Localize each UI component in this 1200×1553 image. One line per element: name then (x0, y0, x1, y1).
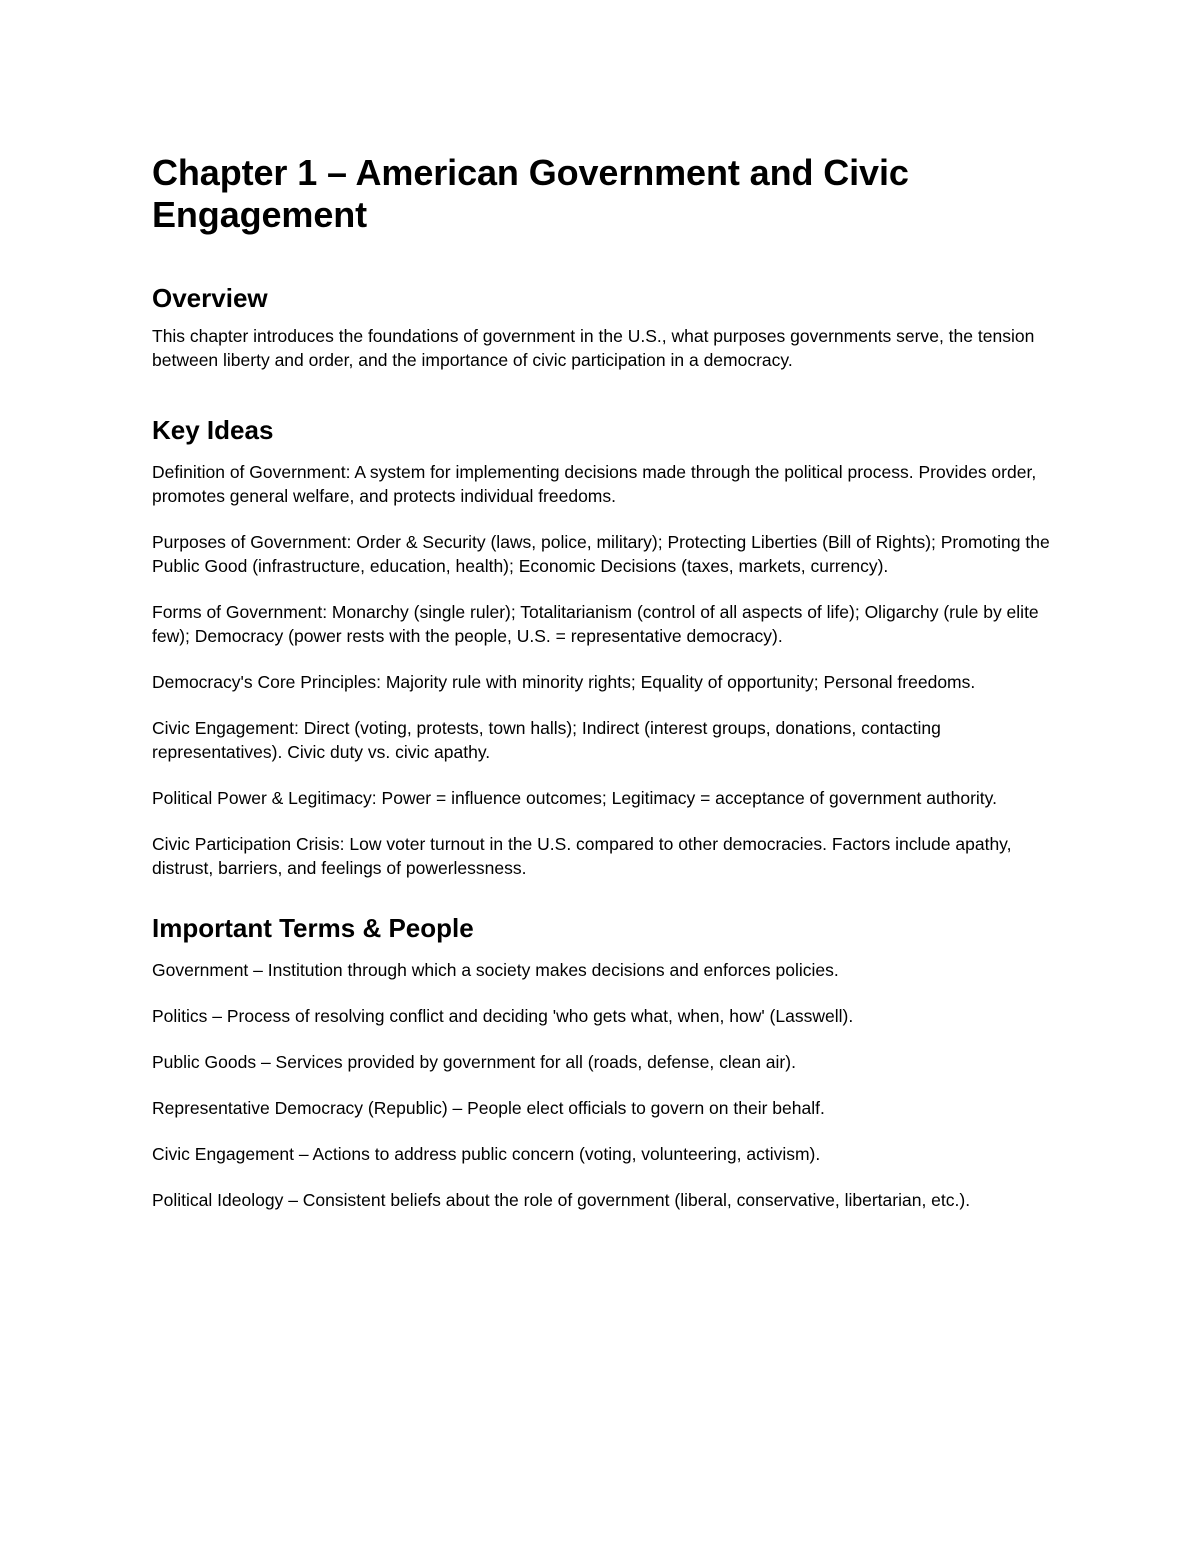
page-title: Chapter 1 – American Government and Civic Engagement (152, 152, 909, 235)
document-page (152, 152, 1052, 1234)
term-representative-democracy: Representative Democracy (Republic) – People elect officials to govern on their behalf. (152, 1098, 825, 1118)
term-public-goods: Public Goods – Services provided by government for all (roads, defense, clean air). (152, 1052, 796, 1072)
term-political-ideology: Political Ideology – Consistent beliefs about the role of government (liberal, conservative, libertarian, etc.). (152, 1190, 971, 1210)
term-government: Government – Institution through which a society makes decisions and enforces policies. (152, 960, 839, 980)
overview-text: This chapter introduces the foundations of government in the U.S., what purposes governments serve, the tension between liberty and order, and the importance of civic participation in a democracy. (152, 326, 1035, 370)
key-idea-purposes: Purposes of Government: Order & Security (laws, police, military); Protecting Liberties (Bill of Rights); Promoting the Public Good (infrastructure, education, health); Economic Decisions (taxes, markets, currency). (152, 532, 1050, 576)
key-ideas-heading: Key Ideas (152, 415, 274, 445)
key-idea-definition: Definition of Government: A system for implementing decisions made through the political process. Provides order, promotes general welfare, and protects individual freedoms. (152, 462, 1037, 506)
key-idea-principles: Democracy's Core Principles: Majority rule with minority rights; Equality of opportunity; Personal freedoms. (152, 672, 976, 692)
terms-heading: Important Terms & People (152, 913, 474, 943)
term-politics: Politics – Process of resolving conflict and deciding 'who gets what, when, how' (Lasswell). (152, 1006, 854, 1026)
overview-heading: Overview (152, 283, 268, 313)
key-idea-civic-engagement: Civic Engagement: Direct (voting, protests, town halls); Indirect (interest groups, donations, contacting representatives). Civic duty vs. civic apathy. (152, 718, 941, 762)
key-idea-participation-crisis: Civic Participation Crisis: Low voter turnout in the U.S. compared to other democracies. Factors include apathy, distrust, barriers, and feelings of powerlessness. (152, 834, 1012, 878)
key-idea-power-legitimacy: Political Power & Legitimacy: Power = influence outcomes; Legitimacy = acceptance of government authority. (152, 788, 997, 808)
term-civic-engagement: Civic Engagement – Actions to address public concern (voting, volunteering, activism). (152, 1144, 821, 1164)
key-idea-forms: Forms of Government: Monarchy (single ruler); Totalitarianism (control of all aspects of life); Oligarchy (rule by elite few); Democracy (power rests with the people, U.S. = representative democracy). (152, 602, 1039, 646)
